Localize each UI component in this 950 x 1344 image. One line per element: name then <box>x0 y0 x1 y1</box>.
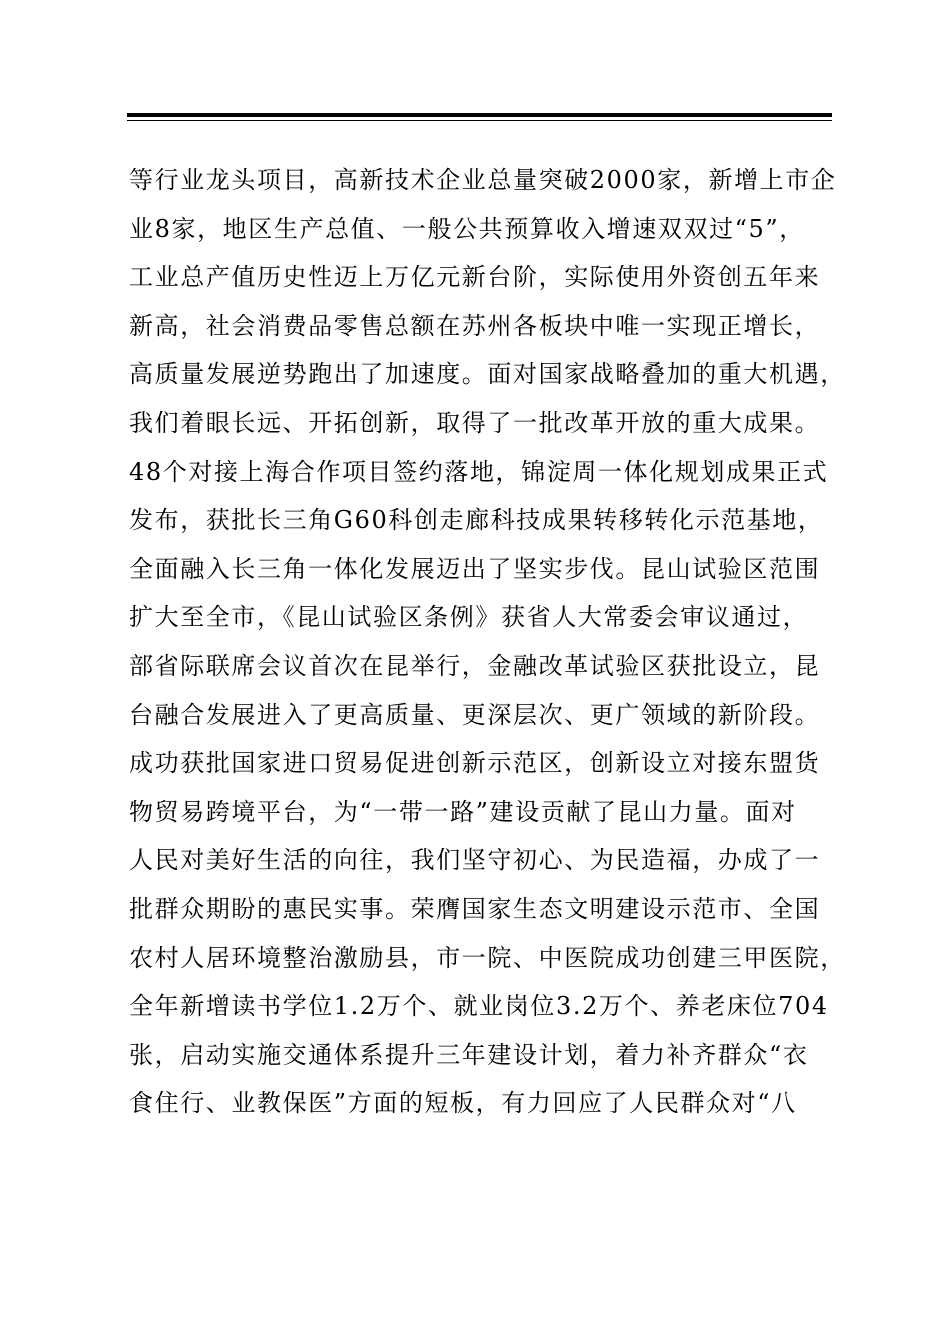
text-line: 张，启动实施交通体系提升三年建设计划，着力补齐群众“衣 <box>129 1040 809 1069</box>
text-line: 高质量发展逆势跑出了加速度。面对国家战略叠加的重大机遇， <box>129 360 846 389</box>
header-rule-thick <box>127 113 832 117</box>
text-line: 物贸易跨境平台，为“一带一路”建设贡献了昆山力量。面对 <box>129 797 797 826</box>
text-line: 新高，社会消费品零售总额在苏州各板块中唯一实现正增长， <box>129 311 821 340</box>
text-line: 全面融入长三角一体化发展迈出了坚实步伐。昆山试验区范围 <box>129 554 821 583</box>
text-line: 我们着眼长远、开拓创新，取得了一批改革开放的重大成果。 <box>129 408 821 437</box>
text-line: 人民对美好生活的向往，我们坚守初心、为民造福，办成了一 <box>129 846 821 875</box>
text-line: 食住行、业教保医”方面的短板，有力回应了人民群众对“八 <box>129 1089 797 1118</box>
text-line: 发布，获批长三角G60科创走廊科技成果转移转化示范基地， <box>129 506 824 535</box>
text-line: 批群众期盼的惠民实事。荣膺国家生态文明建设示范市、全国 <box>129 894 821 923</box>
text-line: 扩大至全市，《昆山试验区条例》获省人大常委会审议通过， <box>129 603 809 632</box>
text-line: 等行业龙头项目，高新技术企业总量突破2000家，新增上市企 <box>129 166 837 194</box>
text-line: 成功获批国家进口贸易促进创新示范区，创新设立对接东盟货 <box>129 749 821 778</box>
body-paragraph <box>129 156 849 1128</box>
text-line: 48个对接上海合作项目签约落地，锦淀周一体化规划成果正式 <box>129 457 829 486</box>
text-line: 业8家，地区生产总值、一般公共预算收入增速双双过“5”， <box>129 214 805 243</box>
text-line: 全年新增读书学位1.2万个、就业岗位3.2万个、养老床位704 <box>129 992 829 1021</box>
text-line: 农村人居环境整治激励县，市一院、中医院成功创建三甲医院， <box>129 943 846 972</box>
text-line: 台融合发展进入了更高质量、更深层次、更广领域的新阶段。 <box>129 700 821 729</box>
header-rule-thin <box>127 120 832 121</box>
text-line: 工业总产值历史性迈上万亿元新台阶，实际使用外资创五年来 <box>129 263 821 292</box>
text-line: 部省际联席会议首次在昆举行，金融改革试验区获批设立，昆 <box>129 651 821 680</box>
